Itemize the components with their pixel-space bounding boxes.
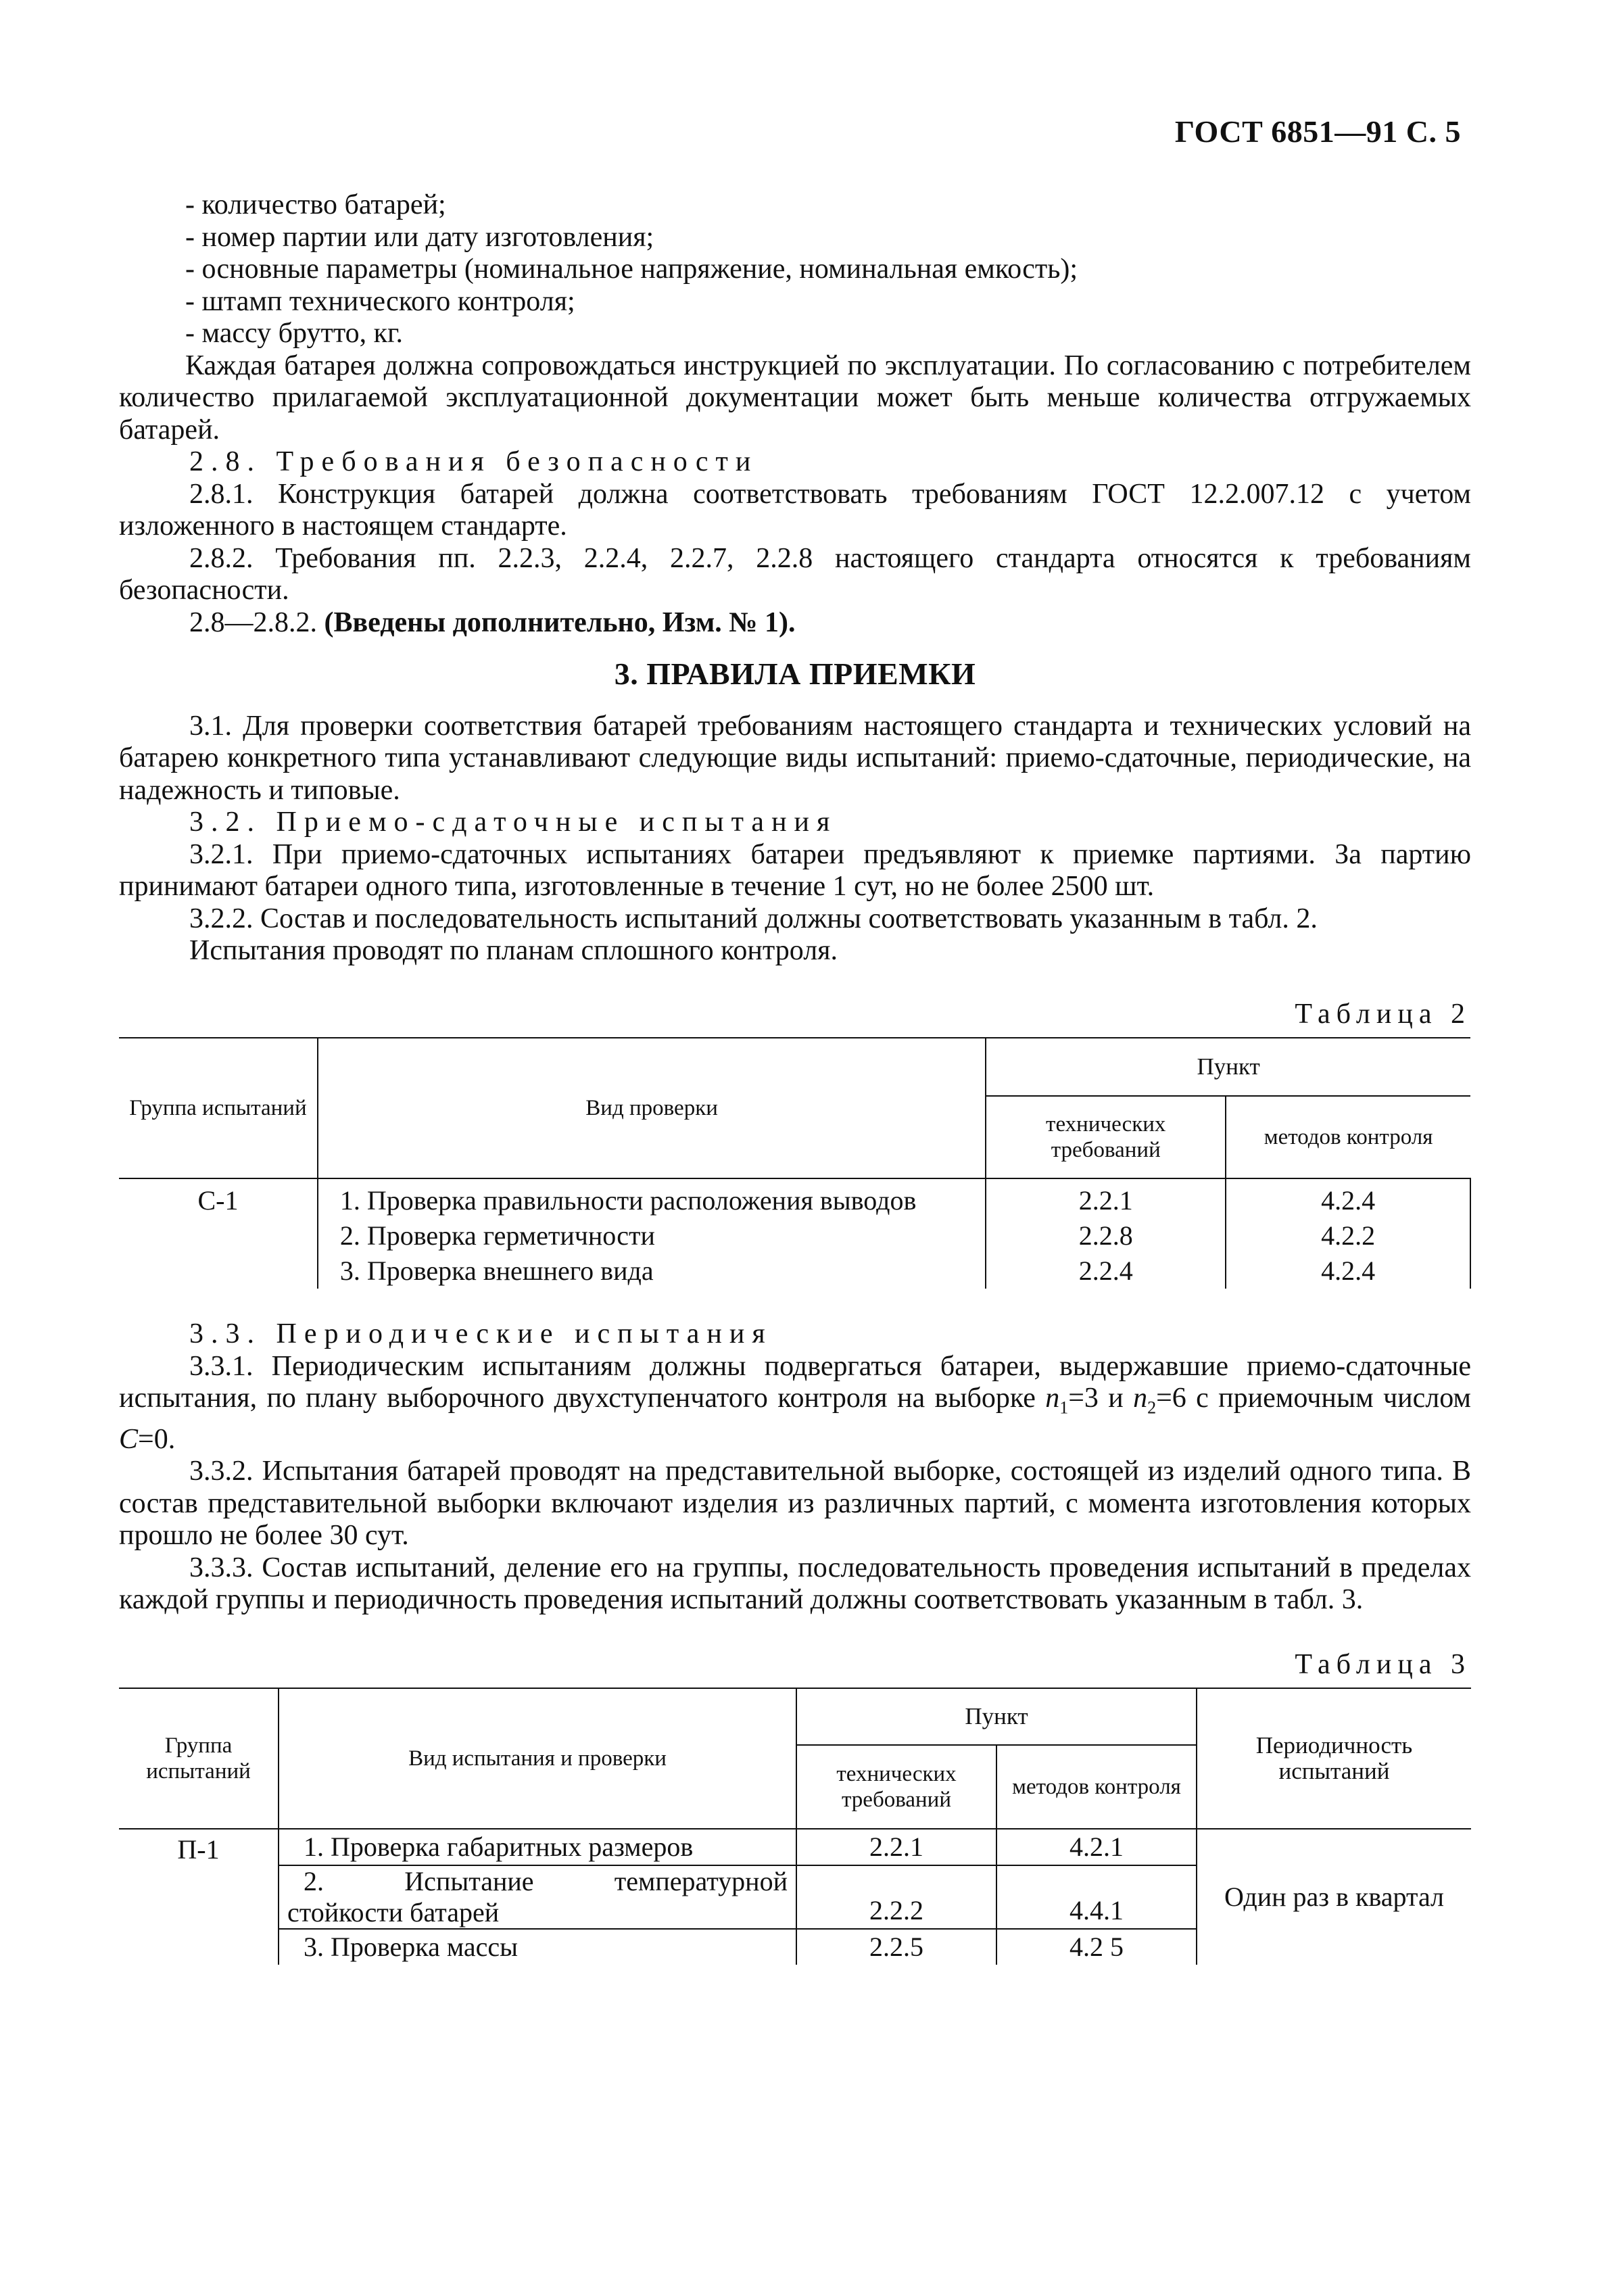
t2-header-method: методов контроля [1264, 1125, 1433, 1149]
p331-n1: n [1045, 1383, 1060, 1414]
t3-header-punkt: Пункт [796, 1688, 1197, 1745]
t2-check: 1. Проверка правильности расположения выводов [318, 1178, 986, 1218]
p331-C: C [119, 1423, 139, 1455]
table-3 [119, 1688, 1471, 1965]
t3-period: Один раз в квартал [1224, 1882, 1445, 1913]
amendment-note-bold: (Введены дополнительно, Изм. № 1). [324, 606, 796, 638]
t3-header-period: Периодичность испытаний [1255, 1732, 1413, 1785]
t2-method: 4.2.2 [1226, 1218, 1470, 1253]
paragraph-3-2-2-b: Испытания проводят по планам сплошного контроля. [189, 935, 838, 966]
p331-part-d: =0. [138, 1423, 176, 1455]
t3-tech: 2.2.1 [796, 1829, 996, 1865]
amendment-note-prefix: 2.8—2.8.2. [189, 606, 324, 638]
t3-method: 4.2.1 [996, 1829, 1197, 1865]
page-header: ГОСТ 6851—91 С. 5 [1174, 114, 1461, 149]
t2-tech: 2.2.4 [986, 1253, 1226, 1289]
list-item: - штамп технического контроля; [185, 285, 575, 317]
t2-group: С-1 [119, 1178, 318, 1289]
t2-method: 4.2.4 [1226, 1178, 1470, 1218]
intro-list [119, 189, 1471, 350]
paragraph-3-3-2: 3.3.2. Испытания батарей проводят на представительной выборке, состоящей из изделий одного типа. В состав представительной выборки включают изделия из различных партий, с момента изготовления которых прошло не более 30 сут. [119, 1456, 1471, 1552]
list-item: - номер партии или дату изготовления; [185, 221, 654, 253]
t3-header-group: Группа испытаний [119, 1688, 279, 1829]
t3-header-method: методов контроля [996, 1745, 1197, 1829]
main-text [119, 189, 1471, 1965]
t2-tech: 2.2.8 [986, 1218, 1226, 1253]
p331-part-c: =6 с приемочным числом [1156, 1383, 1471, 1414]
t3-check-line-1: 2. Испытание температурной [304, 1866, 788, 1897]
table-row [119, 1218, 1470, 1253]
t2-check: 3. Проверка внешнего вида [318, 1253, 986, 1289]
paragraph-3-2-2: 3.2.2. Состав и последовательность испытаний должны соответствовать указанным в табл. 2. [189, 903, 1318, 934]
section-3-3-title: 3.3. Периодические испытания [189, 1318, 773, 1349]
t2-check: 2. Проверка герметичности [318, 1218, 986, 1253]
p331-n2-sub: 2 [1147, 1397, 1157, 1418]
paragraph-2-8-1: 2.8.1. Конструкция батарей должна соответствовать требованиям ГОСТ 12.2.007.12 с учетом изложенного в настоящем стандарте. [119, 478, 1471, 542]
paragraph-3-2-1: 3.2.1. При приемо-сдаточных испытаниях батареи предъявляют к приемке партиями. За партию принимают батареи одного типа, изготовленные в течение 1 сут, но не более 2500 шт. [119, 838, 1471, 902]
amendment-note [119, 607, 1471, 640]
p331-part-a: 3.3.1. Периодическим испытаниям должны подвергаться батареи, выдержавшие приемо-сдаточные испытания, по плану выборочного двухступенчатого контроля на выборке [119, 1350, 1471, 1414]
section-3-2-title: 3.2. Приемо-сдаточные испытания [189, 807, 838, 838]
paragraph-instruction: Каждая батарея должна сопровождаться инструкцией по эксплуатации. По согласованию с потребителем количество прилагаемой эксплуатационной документации может быть меньше количества отгружаемых батарей. [119, 350, 1471, 446]
table-row [119, 1178, 1470, 1218]
t2-tech: 2.2.1 [986, 1178, 1226, 1218]
paragraph-2-8-2: 2.8.2. Требования пп. 2.2.3, 2.2.4, 2.2.7, 2.2.8 настоящего стандарта относятся к требованиям безопасности. [119, 542, 1471, 606]
t2-header-punkt: Пункт [986, 1038, 1470, 1096]
paragraph-3-3-1 [119, 1351, 1471, 1456]
table-2 [119, 1037, 1471, 1289]
t3-check [279, 1865, 796, 1929]
t2-header-tech: технических требований [986, 1096, 1226, 1178]
paragraph-3-3-3: 3.3.3. Состав испытаний, деление его на группы, последовательность проведения испытаний в пределах каждой группы и периодичность проведения испытаний должны соответствовать указанным в табл. 3. [119, 1552, 1471, 1616]
t3-method: 4.4.1 [996, 1865, 1197, 1929]
section-2-8-title: 2.8. Требования безопасности [189, 446, 759, 477]
table-2-caption: Таблица 2 [1295, 998, 1471, 1030]
section-3-title: 3. ПРАВИЛА ПРИЕМКИ [614, 656, 976, 691]
t3-method: 4.2 5 [996, 1929, 1197, 1965]
p331-part-b: =3 и [1068, 1383, 1134, 1414]
t3-group: П-1 [119, 1829, 279, 1965]
t2-header-check: Вид проверки [318, 1038, 986, 1178]
table-row [119, 1829, 1471, 1865]
list-item: - массу брутто, кг. [185, 318, 404, 349]
t3-check: 1. Проверка габаритных размеров [279, 1829, 796, 1865]
table-row [119, 1253, 1470, 1289]
t3-header-tech: технических требований [796, 1745, 996, 1829]
t3-check: 3. Проверка массы [279, 1929, 796, 1965]
paragraph-3-1: 3.1. Для проверки соответствия батарей требованиям настоящего стандарта и технических условий на батарею конкретного типа устанавливают следующие виды испытаний: приемо-сдаточные, периодические, на надежность и типовые. [119, 710, 1471, 806]
t3-header-check: Вид испытания и проверки [279, 1688, 796, 1829]
list-item: - количество батарей; [185, 189, 446, 220]
t3-tech: 2.2.5 [796, 1929, 996, 1965]
p331-n1-sub: 1 [1059, 1397, 1069, 1418]
t3-tech: 2.2.2 [796, 1865, 996, 1929]
t2-method: 4.2.4 [1226, 1253, 1470, 1289]
t2-header-group: Группа испытаний [119, 1038, 318, 1178]
p331-n2: n [1133, 1383, 1148, 1414]
t3-check-line-2: стойкости батарей [287, 1897, 500, 1928]
list-item: - основные параметры (номинальное напряжение, номинальная емкость); [185, 254, 1078, 285]
table-3-caption: Таблица 3 [1295, 1648, 1471, 1680]
